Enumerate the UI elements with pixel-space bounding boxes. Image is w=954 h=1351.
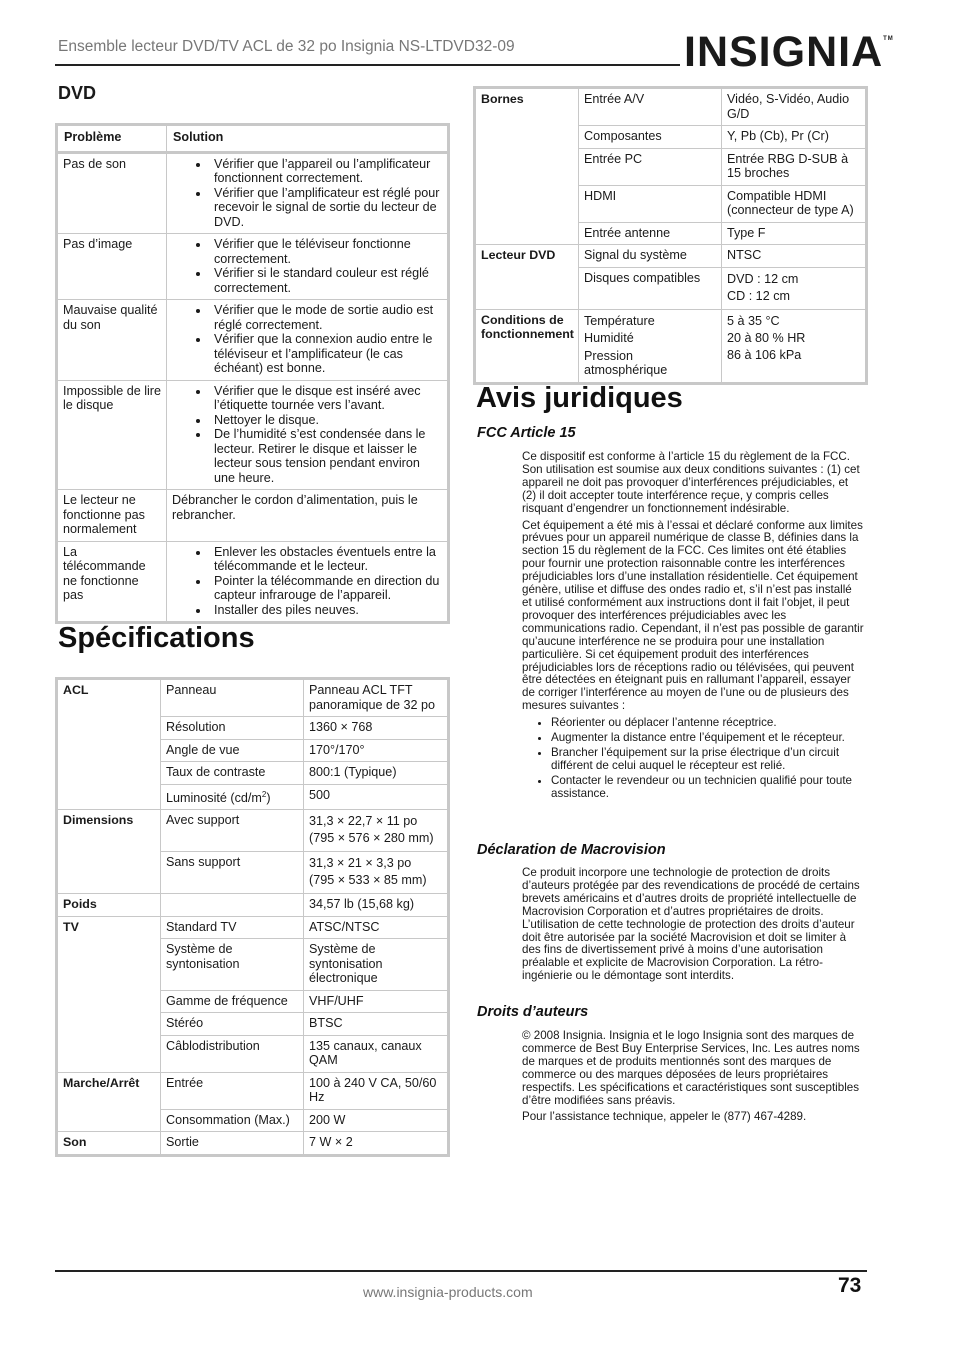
table-row [57, 916, 449, 939]
spec-label: Consommation (Max.) [161, 1109, 304, 1132]
copyright-section [522, 1030, 864, 1128]
spec-category: Poids [57, 894, 161, 917]
solution-item: • Pointer la télécommande en direction du capteur infrarouge de l’appareil. [210, 574, 442, 603]
spec-label: Panneau [161, 679, 304, 717]
list-item: • Brancher l’équipement sur la prise électrique d’un circuit différent de celui auquel le récepteur est relié. [551, 747, 864, 773]
table-row [57, 541, 449, 623]
table-header-row [57, 125, 449, 153]
table-row [57, 490, 449, 542]
fcc-measures-list [522, 717, 864, 800]
spec-category: Conditions de fonctionnement [475, 309, 579, 383]
spec-category: ACL [57, 679, 161, 810]
solution-cell [167, 541, 449, 623]
table-row [57, 380, 449, 490]
specifications-heading: Spécifications [58, 622, 255, 654]
header-rule [55, 64, 680, 66]
spec-label: Signal du système [579, 245, 722, 268]
copyright-paragraph: © 2008 Insignia. Insignia et le logo Insignia sont des marques de commerce de Best Buy Enterprise Services, Inc. Les autres noms de marques et de produits mentionnés sont des marques de commerce ou des marques déposées de leurs propriétaires respectifs. Les spécifications et caractéristiques sont susceptibles d’être modifiées sans préavis. [522, 1029, 860, 1107]
spec-value: 170°/170° [304, 739, 449, 762]
spec-label: Angle de vue [161, 739, 304, 762]
macrovision-section [522, 867, 864, 987]
spec-label-superscript: 2 [261, 789, 267, 799]
macrovision-paragraph: Ce produit incorpore une technologie de protection de droits d’auteurs protégée par des revendications de procédé de certains brevets américains et d’autres droits de propriété intellectuelle de Macrovision Corporation et d’autres propriétaires de droits. L’utilisation de cette technologie de protection des droits d’auteur doit être autorisée par la société Macrovision et doit se limiter à des fins de divertissement privé à moins d’une autorisation préalable et explicite de Macrovision Corporation. La rétro-ingénierie ou le démontage sont interdits. [522, 866, 860, 983]
problem-cell: Pas d’image [57, 234, 167, 300]
spec-category: TV [57, 916, 161, 1072]
spec-category: Son [57, 1132, 161, 1156]
spec-value: VHF/UHF [304, 990, 449, 1013]
spec-value: Y, Pb (Cb), Pr (Cr) [722, 126, 867, 149]
solution-item: • Installer des piles neuves. [210, 603, 442, 618]
spec-label: HDMI [579, 185, 722, 222]
spec-value-line: 31,3 × 22,7 × 11 po [309, 814, 418, 829]
solution-cell [167, 380, 449, 490]
spec-label: Gamme de fréquence [161, 990, 304, 1013]
spec-label [579, 309, 722, 383]
spec-value: Vidéo, S-Vidéo, Audio G/D [722, 88, 867, 126]
spec-value: Compatible HDMI (connecteur de type A) [722, 185, 867, 222]
spec-label-line: Température [584, 313, 655, 328]
dvd-troubleshooting-table [55, 123, 450, 624]
spec-label-line: Pression atmosphérique [584, 348, 668, 377]
spec-label: Entrée A/V [579, 88, 722, 126]
spec-label: Entrée [161, 1072, 304, 1109]
table-row [57, 1072, 449, 1109]
table-row [57, 894, 449, 917]
spec-label: Stéréo [161, 1013, 304, 1036]
table-row [57, 1132, 449, 1156]
spec-value-line: (795 × 533 × 85 mm) [309, 873, 427, 888]
table-row [57, 152, 449, 234]
spec-value [722, 309, 867, 383]
table-row [57, 810, 449, 852]
solution-item: • Vérifier que le téléviseur fonctionne correctement. [210, 237, 442, 266]
spec-label: Taux de contraste [161, 762, 304, 785]
solution-item: • Vérifier si le standard couleur est réglé correctement. [210, 266, 442, 295]
support-paragraph: Pour l’assistance technique, appeler le (877) 467-4289. [522, 1110, 807, 1124]
problem-cell: Pas de son [57, 152, 167, 234]
spec-value: 7 W × 2 [304, 1132, 449, 1156]
spec-label-end: ) [266, 790, 271, 805]
column-header-problem: Problème [57, 125, 167, 153]
fcc-section [522, 451, 864, 803]
list-item: • Réorienter ou déplacer l’antenne réceptrice. [551, 717, 864, 730]
spec-value-line: 20 à 80 % HR [727, 330, 806, 345]
table-row [57, 679, 449, 717]
solution-cell [167, 152, 449, 234]
specifications-table [55, 677, 450, 1157]
spec-value: 200 W [304, 1109, 449, 1132]
list-item: • Augmenter la distance entre l’équipement et le récepteur. [551, 732, 864, 745]
fcc-paragraph-1: Ce dispositif est conforme à l’article 15 du règlement de la FCC. Son utilisation est soumise aux deux conditions suivantes : (1) cet appareil ne doit pas provoquer d’interférences préjudiciables, et (2) il doit accepter toute interférence reçue, y compris celles risquant d’engendrer un fonctionnement indésirable. [522, 450, 860, 515]
spec-label: Standard TV [161, 916, 304, 939]
spec-label: Câblodistribution [161, 1035, 304, 1072]
spec-value: 500 [304, 784, 449, 810]
solution-cell: Débrancher le cordon d’alimentation, puis le rebrancher. [167, 490, 449, 542]
spec-label: Composantes [579, 126, 722, 149]
copyright-heading: Droits d’auteurs [477, 1004, 589, 1020]
list-item: • Contacter le revendeur ou un technicien qualifié pour toute assistance. [551, 775, 864, 801]
spec-value-line: DVD : 12 cm [727, 271, 799, 286]
solution-item: • Vérifier que le mode de sortie audio est réglé correctement. [210, 303, 442, 332]
table-row [475, 309, 867, 383]
spec-label: Sortie [161, 1132, 304, 1156]
spec-value-line: 31,3 × 21 × 3,3 po [309, 856, 412, 871]
spec-value: 100 à 240 V CA, 50/60 Hz [304, 1072, 449, 1109]
table-row [57, 300, 449, 381]
logo-text: INSIGNIA [684, 28, 884, 76]
spec-value: 34,57 lb (15,68 kg) [304, 894, 449, 917]
spec-label: Sans support [161, 852, 304, 894]
footer-url[interactable]: www.insignia-products.com [363, 1284, 533, 1300]
solution-item: • De l’humidité s’est condensée dans le lecteur. Retirer le disque et laisser le lecteur sous tension pendant environ une heure. [210, 427, 442, 485]
solution-item: • Enlever les obstacles éventuels entre la télécommande et le lecteur. [210, 545, 442, 574]
spec-value: 1360 × 768 [304, 717, 449, 740]
spec-value [304, 852, 449, 894]
spec-label: Disques compatibles [579, 267, 722, 309]
spec-label: Entrée antenne [579, 222, 722, 245]
fcc-heading: FCC Article 15 [477, 425, 576, 441]
problem-cell: Le lecteur ne fonctionne pas normalement [57, 490, 167, 542]
solution-item: • Nettoyer le disque. [210, 413, 442, 428]
spec-label-line: Humidité [584, 330, 634, 345]
spec-value: 135 canaux, canaux QAM [304, 1035, 449, 1072]
spec-value: Type F [722, 222, 867, 245]
spec-label: Entrée PC [579, 148, 722, 185]
macrovision-heading: Déclaration de Macrovision [477, 842, 666, 858]
spec-label-text: Luminosité (cd/m [166, 790, 262, 805]
spec-label-empty [161, 894, 304, 917]
table-row [57, 234, 449, 300]
solution-item: • Vérifier que le disque est inséré avec l’étiquette tournée vers l’avant. [210, 384, 442, 413]
solution-item: • Vérifier que l’amplificateur est réglé pour recevoir le signal de sortie du lecteur de DVD. [210, 186, 442, 230]
spec-label: Système de syntonisation [161, 939, 304, 991]
specifications-table-continued [473, 86, 868, 385]
spec-category: Lecteur DVD [475, 245, 579, 310]
spec-category: Marche/Arrêt [57, 1072, 161, 1132]
spec-value-line: CD : 12 cm [727, 288, 790, 303]
column-header-solution: Solution [167, 125, 449, 153]
spec-value: NTSC [722, 245, 867, 268]
footer-rule [55, 1270, 867, 1272]
legal-heading: Avis juridiques [476, 382, 683, 414]
solution-item: • Vérifier que la connexion audio entre le téléviseur et l’amplificateur (le cas échéant) est bonne. [210, 332, 442, 376]
solution-cell [167, 234, 449, 300]
spec-label: Résolution [161, 717, 304, 740]
spec-value-line: (795 × 576 × 280 mm) [309, 831, 434, 846]
table-row [475, 88, 867, 126]
problem-cell: Impossible de lire le disque [57, 380, 167, 490]
spec-value-line: 86 à 106 kPa [727, 347, 802, 362]
fcc-paragraph-2: Cet équipement a été mis à l’essai et déclaré conforme aux limites prévues pour un appareil numérique de classe B, définies dans la section 15 du règlement de la FCC. Ces limites ont été établies pour fournir une protection raisonnable contre les interférences préjudiciables lors d’une installation résidentielle. Cet équipement génère, utilise et diffuse des ondes radio et, s’il n’est pas installé et utilisé conformément aux instructions dont il fait l’objet, il peut provoquer des interférences préjudiciables avec les communications radio. Cependant, il n’est pas possible de garantir qu’aucune interférence ne se produira pour une installation particulière. Si cet équipement produit des interférences préjudiciables lors de réceptions radio ou télévisées, qui peuvent être détectées en éteignant puis en rallumant l’appareil, essayer de corriger l’interférence au moyen de l’une ou de plusieurs des mesures suivantes : [522, 518, 864, 713]
spec-value-line: 5 à 35 °C [727, 313, 780, 328]
spec-category: Dimensions [57, 810, 161, 894]
spec-label: Avec support [161, 810, 304, 852]
logo-tm: TM [883, 36, 894, 42]
solution-item: • Vérifier que l’appareil ou l’amplificateur fonctionnent correctement. [210, 157, 442, 186]
dvd-heading: DVD [58, 83, 97, 103]
spec-value: Système de syntonisation électronique [304, 939, 449, 991]
spec-label [161, 784, 304, 810]
spec-value: 800:1 (Typique) [304, 762, 449, 785]
spec-value [304, 810, 449, 852]
problem-cell: Mauvaise qualité du son [57, 300, 167, 381]
problem-cell: La télécommande ne fonctionne pas [57, 541, 167, 623]
spec-value: ATSC/NTSC [304, 916, 449, 939]
page-number: 73 [838, 1274, 862, 1297]
solution-cell [167, 300, 449, 381]
spec-value [722, 267, 867, 309]
spec-value: Panneau ACL TFT panoramique de 32 po [304, 679, 449, 717]
spec-category: Bornes [475, 88, 579, 245]
spec-value: Entrée RBG D-SUB à 15 broches [722, 148, 867, 185]
spec-value: BTSC [304, 1013, 449, 1036]
table-row [475, 245, 867, 268]
page-header-title: Ensemble lecteur DVD/TV ACL de 32 po Insignia NS-LTDVD32-09 [58, 38, 515, 55]
insignia-logo [684, 28, 894, 77]
